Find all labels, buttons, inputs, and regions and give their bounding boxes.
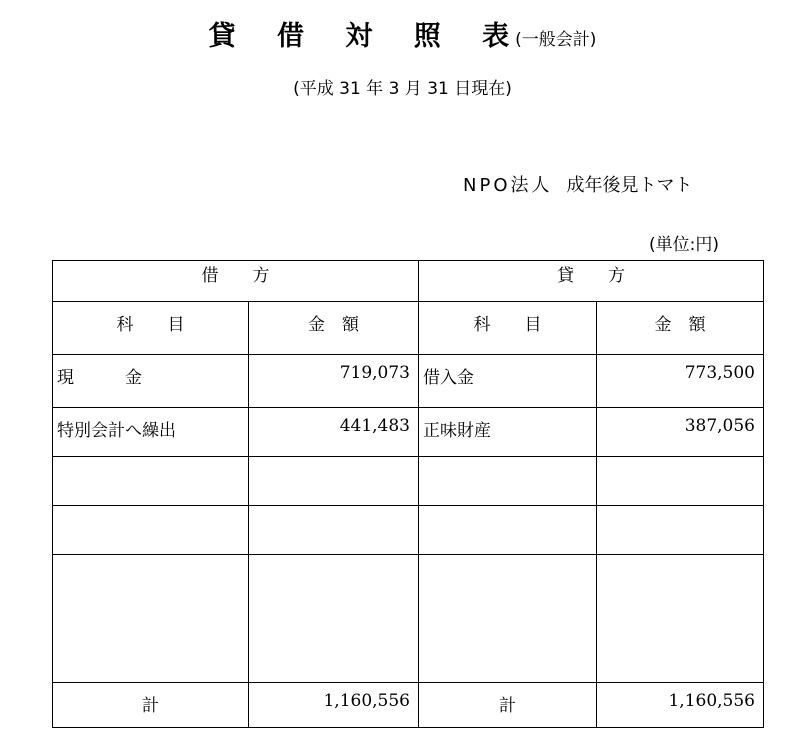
debit-amount: 441,483 bbox=[339, 416, 410, 436]
credit-item: 借入金 bbox=[423, 368, 474, 388]
credit-amount: 773,500 bbox=[684, 363, 755, 383]
debit-header: 借 方 bbox=[53, 261, 419, 302]
balance-sheet-table bbox=[52, 260, 764, 728]
table-row bbox=[53, 408, 764, 457]
side-header-row bbox=[53, 261, 764, 302]
empty-row bbox=[53, 457, 764, 506]
debit-total-label: 計 bbox=[142, 696, 159, 716]
unit-label: (単位:円) bbox=[649, 235, 719, 255]
empty-row bbox=[53, 555, 764, 683]
credit-item-header: 科 目 bbox=[473, 315, 542, 335]
credit-amount-header: 金 額 bbox=[654, 315, 706, 335]
debit-item: 特別会計へ繰出 bbox=[57, 421, 176, 441]
debit-amount-header: 金 額 bbox=[308, 315, 359, 335]
debit-item-header: 科 目 bbox=[116, 315, 185, 335]
document-title bbox=[0, 14, 805, 53]
debit-amount: 719,073 bbox=[339, 363, 410, 383]
title-main: 貸 借 対 照 表 bbox=[208, 21, 526, 52]
credit-total: 1,160,556 bbox=[668, 691, 755, 711]
organization-name: 成年後見トマト bbox=[566, 175, 693, 196]
title-suffix: (一般会計) bbox=[515, 30, 597, 50]
credit-header: 貸 方 bbox=[419, 261, 764, 302]
as-of-date: (平成 31 年 3 月 31 日現在) bbox=[293, 79, 512, 99]
column-header-row bbox=[53, 302, 764, 355]
table-row bbox=[53, 355, 764, 408]
organization bbox=[463, 171, 693, 197]
credit-amount: 387,056 bbox=[684, 416, 755, 436]
debit-total: 1,160,556 bbox=[323, 691, 410, 711]
credit-item: 正味財産 bbox=[423, 421, 491, 441]
total-row bbox=[53, 683, 764, 728]
organization-type: NPO法人 bbox=[463, 175, 553, 196]
debit-item: 現 金 bbox=[57, 368, 142, 388]
credit-total-label: 計 bbox=[499, 696, 516, 716]
empty-row bbox=[53, 506, 764, 555]
